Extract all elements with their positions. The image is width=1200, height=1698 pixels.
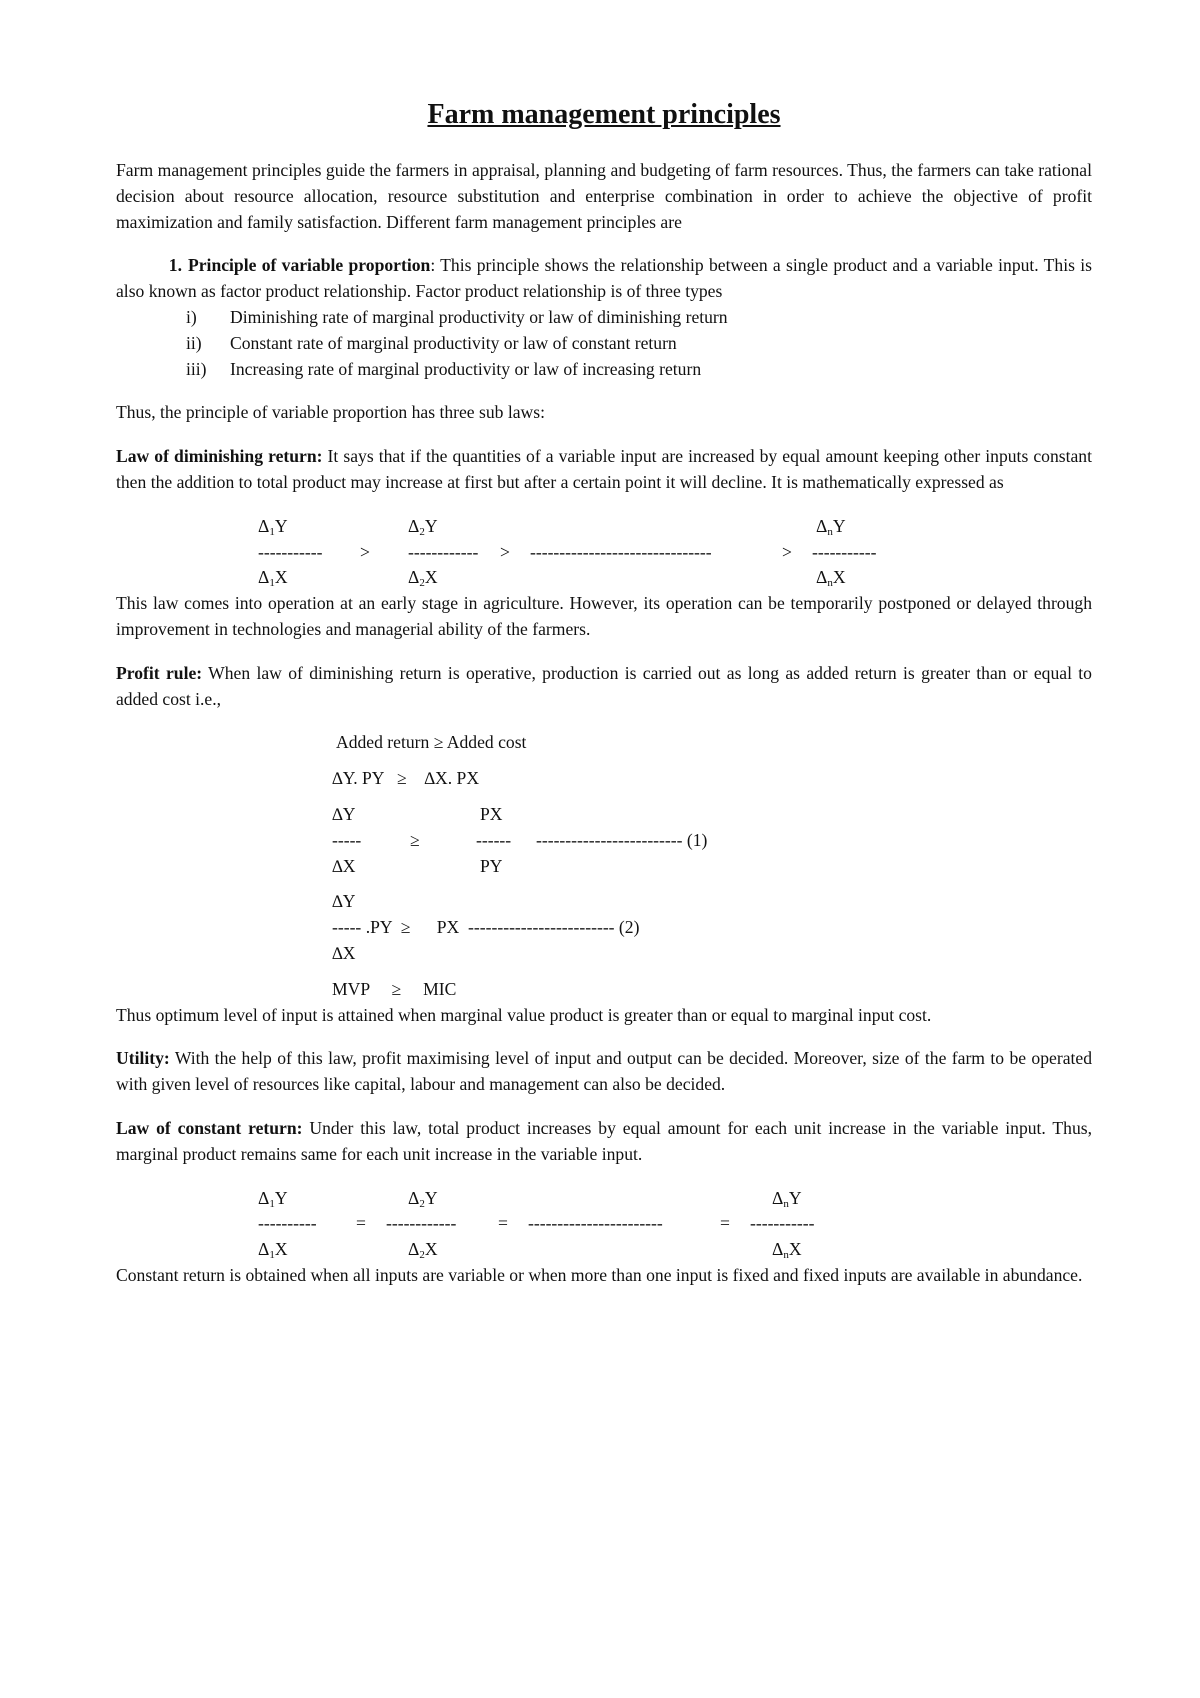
profit-rule-heading: Profit rule: [116,662,203,683]
equation-value: ∆Y. PY ≥ ∆X. PX [332,768,480,789]
equation-1-label: ------------------------- (1) [536,829,708,850]
list-item: iii) Increasing rate of marginal productivity or law of increasing return [186,358,702,379]
equation-added-return: Added return ≥ Added cost [336,732,527,753]
list-item: i) Diminishing rate of marginal productivity or law of diminishing return [186,306,728,327]
principle-1-heading: Principle of variable proportion [188,255,431,276]
diminishing-return-formula: $\Delta_1Y$ $\Delta_2Y$ $\Delta_nY$ ----------- > ------------ > ------------------------------- > ----------- $\Delta_1X$ $\Delta_2X$ $\Delta_nX$ [258,515,877,590]
constant-return-heading: Law of constant return: [116,1117,303,1138]
profit-rule-after-paragraph: Thus optimum level of input is attained when marginal value product is greater than or equal to marginal input cost. [116,1004,932,1025]
principle-1-paragraph [116,253,1092,305]
diminishing-after-paragraph: This law comes into operation at an early stage in agriculture. However, its operation can be temporarily postponed or delayed through improvement in technologies and managerial ability of the farmers. [116,593,1092,639]
constant-return-paragraph: Law of constant return: Under this law, total product increases by equal amount for each unit increase in the variable input. Thus, marginal product remains same for each unit increase in the variable input. [116,1117,1092,1164]
profit-rule-formula: Added return ≥ Added cost ∆Y. PY ≥ ∆X. PX ∆Y PX ----- ≥ ------ ------------------------- (1) ∆X PY ∆Y ----- .PY ≥ PX ------------------------- (2) ∆X MVP ≥ MIC [116,730,1092,1002]
document-page [116,98,1092,1289]
diminishing-return-heading: Law of diminishing return: [116,446,323,467]
utility-heading: Utility: [116,1048,170,1069]
sub-laws-paragraph: Thus, the principle of variable proportion has three sub laws: [116,402,545,423]
factor-product-types-list [116,305,1092,382]
principle-1-number: 1. [168,255,182,276]
utility-paragraph: Utility: With the help of this law, profit maximising level of input and output can be decided. Moreover, size of the farm to be operated with given level of resources like capital, labour and management can also be decided. [116,1048,1092,1095]
constant-return-formula: $\Delta_1Y$ $\Delta_2Y$ $\Delta_nY$ ---------- = ------------ = ----------------------- = ----------- $\Delta_1X$ $\Delta_2X$ $\Delta_nX$ [258,1187,815,1262]
intro-paragraph: Farm management principles guide the farmers in appraisal, planning and budgeting of farm resources. Thus, the farmers can take rational decision about resource allocation, resource substitution and enterprise combination in order to achieve the objective of profit maximization and family satisfaction. Different farm management principles are [116,160,1092,232]
equation-mvp-mic: MVP ≥ MIC [332,978,457,999]
page-title: Farm management principles [427,99,781,130]
profit-rule-paragraph: Profit rule: When law of diminishing return is operative, production is carried out as long as added return is greater than or equal to added cost i.e., [116,662,1092,709]
diminishing-return-paragraph: Law of diminishing return: It says that if the quantities of a variable input are increased by equal amount keeping other inputs constant then the addition to total product may increase at first but after a certain point it will decline. It is mathematically expressed as [116,446,1092,492]
constant-return-after-paragraph: Constant return is obtained when all inputs are variable or when more than one input is fixed and fixed inputs are available in abundance. [116,1264,1083,1285]
list-item: ii) Constant rate of marginal productivity or law of constant return [186,332,677,353]
equation-2-label: ----- .PY ≥ PX ------------------------- (2) [332,917,640,938]
principle-1-text: : This principle shows the relationship between a single product and a variable input. This is also known as factor product relationship. Factor product relationship is of three types [116,255,1092,302]
